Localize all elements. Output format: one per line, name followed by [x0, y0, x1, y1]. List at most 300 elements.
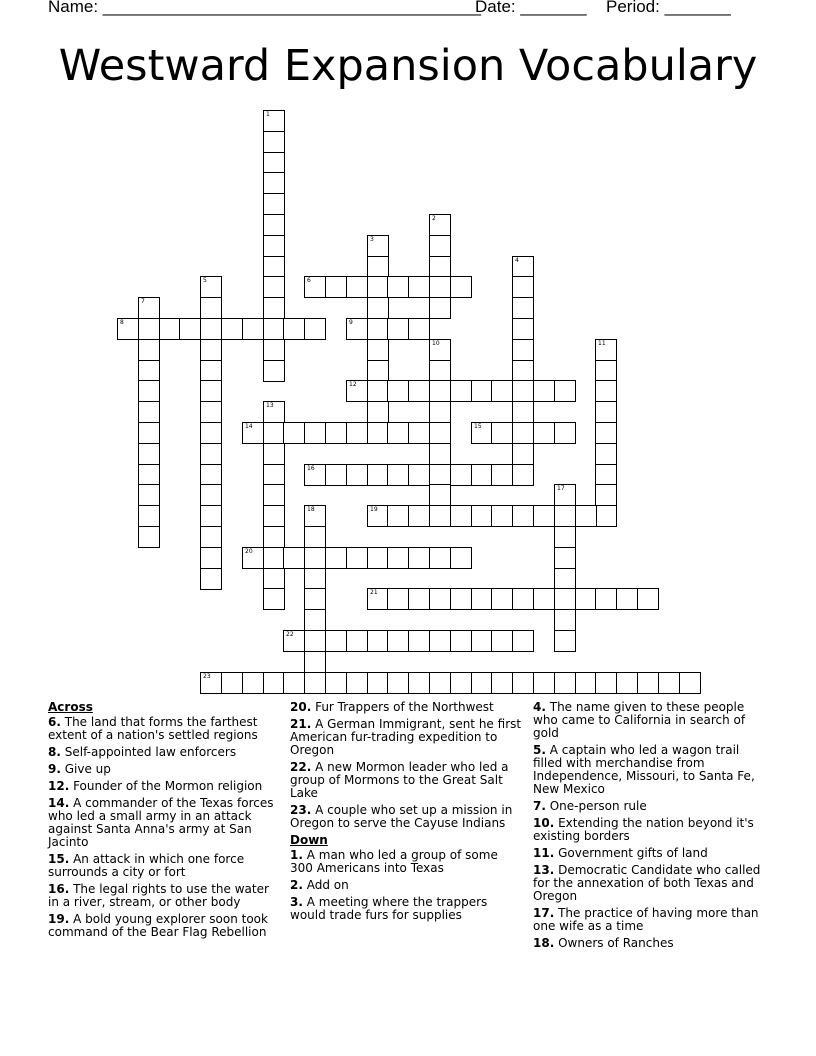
crossword-cell[interactable]	[429, 339, 451, 361]
crossword-cell[interactable]	[387, 588, 409, 610]
crossword-cell[interactable]	[429, 401, 451, 423]
clue-number: 9.	[48, 762, 61, 776]
down-clue	[290, 896, 522, 922]
crossword-cell[interactable]	[263, 235, 285, 257]
across-clue	[48, 746, 280, 759]
crossword-cell[interactable]	[263, 172, 285, 194]
crossword-cell[interactable]	[471, 630, 493, 652]
crossword-cell[interactable]	[471, 380, 493, 402]
clue-number-label: 1	[266, 111, 270, 118]
crossword-cell[interactable]	[512, 630, 534, 652]
crossword-cell[interactable]	[263, 318, 285, 340]
crossword-cell[interactable]	[367, 464, 389, 486]
crossword-cell[interactable]	[138, 505, 160, 527]
crossword-cell[interactable]	[595, 505, 617, 527]
crossword-cell[interactable]	[512, 505, 534, 527]
crossword-cell[interactable]	[304, 276, 326, 298]
clue-number: 3.	[290, 895, 303, 909]
crossword-cell[interactable]	[304, 464, 326, 486]
crossword-cell[interactable]	[533, 422, 555, 444]
clue-number: 11.	[533, 846, 555, 860]
crossword-cell[interactable]	[491, 464, 513, 486]
crossword-cell[interactable]	[512, 464, 534, 486]
crossword-cell[interactable]	[512, 256, 534, 278]
crossword-cell[interactable]	[429, 256, 451, 278]
clue-number: 13.	[533, 863, 555, 877]
crossword-cell[interactable]	[263, 505, 285, 527]
across-clue	[290, 761, 522, 800]
crossword-cell[interactable]	[408, 588, 430, 610]
crossword-cell[interactable]	[263, 339, 285, 361]
crossword-cell[interactable]	[304, 547, 326, 569]
crossword-cell[interactable]	[367, 588, 389, 610]
crossword-cell[interactable]	[367, 256, 389, 278]
down-clue	[533, 800, 765, 813]
across-clue	[48, 763, 280, 776]
crossword-cell[interactable]	[346, 630, 368, 652]
crossword-cell[interactable]	[200, 672, 222, 694]
crossword-cell[interactable]	[429, 276, 451, 298]
clue-number: 5.	[533, 743, 546, 757]
crossword-cell[interactable]	[242, 318, 264, 340]
clue-number-label: 23	[203, 673, 211, 680]
crossword-cell[interactable]	[346, 464, 368, 486]
crossword-cell[interactable]	[283, 630, 305, 652]
crossword-cell[interactable]	[283, 318, 305, 340]
crossword-cell[interactable]	[533, 505, 555, 527]
crossword-cell[interactable]	[138, 443, 160, 465]
crossword-cell[interactable]	[554, 422, 576, 444]
crossword-cell[interactable]	[429, 630, 451, 652]
crossword-cell[interactable]	[200, 526, 222, 548]
crossword-cell[interactable]	[408, 547, 430, 569]
clue-number: 8.	[48, 745, 61, 759]
crossword-cell[interactable]	[263, 443, 285, 465]
crossword-cell[interactable]	[450, 547, 472, 569]
crossword-cell[interactable]	[512, 422, 534, 444]
crossword-cell[interactable]	[304, 422, 326, 444]
clue-number: 12.	[48, 779, 70, 793]
crossword-cell[interactable]	[429, 297, 451, 319]
crossword-cell[interactable]	[387, 630, 409, 652]
clues-column-2	[290, 701, 522, 926]
crossword-cell[interactable]	[304, 651, 326, 673]
crossword-cell[interactable]	[491, 630, 513, 652]
crossword-cell[interactable]	[450, 380, 472, 402]
crossword-cell[interactable]	[575, 588, 597, 610]
crossword-cell[interactable]	[263, 360, 285, 382]
crossword-cell[interactable]	[429, 588, 451, 610]
crossword-cell[interactable]	[346, 318, 368, 340]
clue-number-label: 16	[307, 465, 315, 472]
crossword-cell[interactable]	[200, 547, 222, 569]
crossword-cell[interactable]	[637, 672, 659, 694]
crossword-cell[interactable]	[554, 568, 576, 590]
crossword-cell[interactable]	[263, 464, 285, 486]
across-clue	[48, 883, 280, 909]
crossword-cell[interactable]	[367, 276, 389, 298]
crossword-cell[interactable]	[450, 630, 472, 652]
crossword-cell[interactable]	[533, 588, 555, 610]
crossword-cell[interactable]	[554, 380, 576, 402]
crossword-cell[interactable]	[283, 547, 305, 569]
crossword-cell[interactable]	[200, 401, 222, 423]
clue-text: Founder of the Mormon religion	[69, 779, 263, 793]
crossword-cell[interactable]	[408, 672, 430, 694]
crossword-cell[interactable]	[575, 505, 597, 527]
crossword-cell[interactable]	[595, 401, 617, 423]
crossword-cell[interactable]	[595, 380, 617, 402]
crossword-cell[interactable]	[263, 110, 285, 132]
crossword-cell[interactable]	[512, 318, 534, 340]
crossword-cell[interactable]	[429, 672, 451, 694]
crossword-cell[interactable]	[429, 443, 451, 465]
crossword-cell[interactable]	[595, 672, 617, 694]
clue-number: 14.	[48, 796, 70, 810]
clue-number-label: 17	[557, 485, 565, 492]
crossword-cell[interactable]	[471, 464, 493, 486]
clue-number-label: 15	[474, 423, 482, 430]
crossword-cell[interactable]	[512, 401, 534, 423]
crossword-cell[interactable]	[512, 588, 534, 610]
across-clue	[48, 780, 280, 793]
crossword-cell[interactable]	[325, 547, 347, 569]
crossword-cell[interactable]	[637, 588, 659, 610]
clue-number-label: 10	[432, 340, 440, 347]
crossword-cell[interactable]	[367, 318, 389, 340]
crossword-cell[interactable]	[387, 422, 409, 444]
crossword-cell[interactable]	[450, 588, 472, 610]
crossword-cell[interactable]	[304, 526, 326, 548]
crossword-cell[interactable]	[554, 526, 576, 548]
crossword-cell[interactable]	[408, 630, 430, 652]
crossword-cell[interactable]	[200, 276, 222, 298]
clues-column-1	[48, 701, 280, 943]
crossword-cell[interactable]	[200, 339, 222, 361]
clue-number-label: 6	[307, 277, 311, 284]
crossword-cell[interactable]	[429, 484, 451, 506]
page-title: Westward Expansion Vocabulary	[58, 41, 758, 91]
crossword-cell[interactable]	[367, 672, 389, 694]
crossword-cell[interactable]	[200, 568, 222, 590]
crossword-cell[interactable]	[138, 484, 160, 506]
crossword-cell[interactable]	[138, 339, 160, 361]
period-field[interactable]: Period: _______	[606, 0, 731, 16]
crossword-cell[interactable]	[575, 672, 597, 694]
crossword-cell[interactable]	[138, 422, 160, 444]
clue-text: The practice of having more than one wife as a time	[533, 906, 759, 933]
crossword-cell[interactable]	[533, 672, 555, 694]
crossword-cell[interactable]	[325, 276, 347, 298]
crossword-cell[interactable]	[263, 193, 285, 215]
clue-text: Fur Trappers of the Northwest	[311, 700, 494, 714]
crossword-cell[interactable]	[263, 297, 285, 319]
down-clue	[290, 879, 522, 892]
crossword-cell[interactable]	[429, 235, 451, 257]
crossword-cell[interactable]	[429, 505, 451, 527]
crossword-cell[interactable]	[408, 380, 430, 402]
clue-number: 7.	[533, 799, 546, 813]
crossword-cell[interactable]	[450, 672, 472, 694]
crossword-cell[interactable]	[491, 672, 513, 694]
crossword-cell[interactable]	[450, 276, 472, 298]
down-clue	[533, 701, 765, 740]
crossword-cell[interactable]	[471, 672, 493, 694]
date-field[interactable]: Date: _______	[475, 0, 587, 16]
crossword-cell[interactable]	[263, 401, 285, 423]
crossword-cell[interactable]	[429, 360, 451, 382]
clue-number-label: 7	[141, 298, 145, 305]
crossword-cell[interactable]	[263, 276, 285, 298]
clue-number: 20.	[290, 700, 312, 714]
crossword-cell[interactable]	[367, 547, 389, 569]
crossword-cell[interactable]	[263, 214, 285, 236]
crossword-cell[interactable]	[554, 630, 576, 652]
crossword-cell[interactable]	[242, 422, 264, 444]
crossword-cell[interactable]	[512, 297, 534, 319]
crossword-cell[interactable]	[346, 276, 368, 298]
crossword-cell[interactable]	[200, 464, 222, 486]
crossword-cell[interactable]	[387, 464, 409, 486]
crossword-cell[interactable]	[200, 318, 222, 340]
crossword-cell[interactable]	[117, 318, 139, 340]
clue-text: Government gifts of land	[554, 846, 708, 860]
crossword-cell[interactable]	[346, 422, 368, 444]
crossword-cell[interactable]	[304, 609, 326, 631]
crossword-cell[interactable]	[200, 484, 222, 506]
down-clue	[533, 907, 765, 933]
crossword-cell[interactable]	[263, 672, 285, 694]
clue-number-label: 11	[598, 340, 606, 347]
crossword-cell[interactable]	[200, 443, 222, 465]
clue-number: 16.	[48, 882, 70, 896]
crossword-cell[interactable]	[658, 672, 680, 694]
crossword-cell[interactable]	[554, 547, 576, 569]
crossword-cell[interactable]	[263, 526, 285, 548]
crossword-cell[interactable]	[616, 588, 638, 610]
crossword-cell[interactable]	[263, 256, 285, 278]
clue-number: 21.	[290, 717, 312, 731]
crossword-cell[interactable]	[221, 318, 243, 340]
crossword-cell[interactable]	[554, 609, 576, 631]
crossword-cell[interactable]	[263, 484, 285, 506]
crossword-cell[interactable]	[471, 422, 493, 444]
name-field[interactable]: Name: ________________________________________	[48, 0, 481, 16]
clue-text: Extending the nation beyond it's existing borders	[533, 816, 754, 843]
clue-number-label: 21	[370, 589, 378, 596]
crossword-cell[interactable]	[263, 422, 285, 444]
crossword-cell[interactable]	[221, 672, 243, 694]
crossword-cell[interactable]	[242, 547, 264, 569]
crossword-cell[interactable]	[304, 318, 326, 340]
crossword-cell[interactable]	[679, 672, 701, 694]
crossword-cell[interactable]	[200, 360, 222, 382]
crossword-cell[interactable]	[367, 360, 389, 382]
crossword-cell[interactable]	[512, 339, 534, 361]
crossword-cell[interactable]	[616, 672, 638, 694]
crossword-cell[interactable]	[138, 297, 160, 319]
crossword-cell[interactable]	[325, 422, 347, 444]
crossword-cell[interactable]	[367, 380, 389, 402]
crossword-cell[interactable]	[367, 235, 389, 257]
crossword-cell[interactable]	[346, 380, 368, 402]
crossword-cell[interactable]	[429, 547, 451, 569]
crossword-cell[interactable]	[304, 588, 326, 610]
crossword-cell[interactable]	[263, 568, 285, 590]
crossword-cell[interactable]	[263, 131, 285, 153]
crossword-cell[interactable]	[595, 339, 617, 361]
crossword-cell[interactable]	[367, 630, 389, 652]
crossword-cell[interactable]	[346, 672, 368, 694]
crossword-cell[interactable]	[554, 588, 576, 610]
crossword-cell[interactable]	[595, 484, 617, 506]
crossword-cell[interactable]	[408, 464, 430, 486]
down-clue	[533, 847, 765, 860]
crossword-cell[interactable]	[595, 443, 617, 465]
down-clue	[533, 744, 765, 796]
crossword-cell[interactable]	[595, 422, 617, 444]
clue-text: Owners of Ranches	[554, 936, 674, 950]
crossword-cell[interactable]	[450, 464, 472, 486]
crossword-cell[interactable]	[367, 297, 389, 319]
crossword-cell[interactable]	[283, 672, 305, 694]
clue-text: A new Mormon leader who led a group of Mormons to the Great Salt Lake	[290, 760, 509, 800]
clue-number-label: 9	[349, 319, 353, 326]
crossword-cell[interactable]	[200, 505, 222, 527]
crossword-cell[interactable]	[325, 672, 347, 694]
crossword-cell[interactable]	[408, 505, 430, 527]
crossword-cell[interactable]	[304, 568, 326, 590]
clue-number: 17.	[533, 906, 555, 920]
crossword-cell[interactable]	[263, 152, 285, 174]
clue-number-label: 2	[432, 215, 436, 222]
crossword-cell[interactable]	[367, 422, 389, 444]
clue-number: 15.	[48, 852, 70, 866]
crossword-cell[interactable]	[429, 422, 451, 444]
crossword-cell[interactable]	[595, 464, 617, 486]
crossword-cell[interactable]	[242, 672, 264, 694]
clue-number: 4.	[533, 700, 546, 714]
crossword-cell[interactable]	[554, 672, 576, 694]
crossword-cell[interactable]	[138, 360, 160, 382]
crossword-cell[interactable]	[512, 360, 534, 382]
crossword-cell[interactable]	[200, 422, 222, 444]
clue-number-label: 19	[370, 506, 378, 513]
crossword-cell[interactable]	[304, 630, 326, 652]
crossword-cell[interactable]	[367, 505, 389, 527]
crossword-cell[interactable]	[138, 401, 160, 423]
crossword-cell[interactable]	[491, 380, 513, 402]
crossword-cell[interactable]	[471, 505, 493, 527]
across-clue	[290, 804, 522, 830]
clue-number-label: 4	[515, 257, 519, 264]
crossword-cell[interactable]	[595, 360, 617, 382]
clue-text: A meeting where the trappers would trade furs for supplies	[290, 895, 488, 922]
clue-number-label: 14	[245, 423, 253, 430]
clue-number: 18.	[533, 936, 555, 950]
clue-text: The name given to these people who came to California in search of gold	[533, 700, 746, 740]
clue-text: A man who led a group of some 300 Americans into Texas	[290, 848, 498, 875]
clues-column-3	[533, 701, 765, 954]
crossword-cell[interactable]	[512, 672, 534, 694]
crossword-cell[interactable]	[200, 297, 222, 319]
crossword-cell[interactable]	[387, 276, 409, 298]
clue-text: Give up	[60, 762, 111, 776]
crossword-cell[interactable]	[304, 505, 326, 527]
crossword-cell[interactable]	[138, 464, 160, 486]
crossword-cell[interactable]	[429, 464, 451, 486]
crossword-cell[interactable]	[554, 484, 576, 506]
clue-number: 10.	[533, 816, 555, 830]
clue-text: A captain who led a wagon trail filled with merchandise from Independence, Missouri, to Santa Fe, New Mexico	[533, 743, 755, 796]
crossword-cell[interactable]	[387, 547, 409, 569]
crossword-cell[interactable]	[200, 380, 222, 402]
crossword-cell[interactable]	[491, 588, 513, 610]
crossword-cell[interactable]	[159, 318, 181, 340]
clue-text: A German Immigrant, sent he first American fur-trading expedition to Oregon	[290, 717, 522, 757]
crossword-cell[interactable]	[387, 318, 409, 340]
crossword-cell[interactable]	[325, 464, 347, 486]
crossword-cell[interactable]	[179, 318, 201, 340]
crossword-cell[interactable]	[263, 588, 285, 610]
crossword-cell[interactable]	[367, 401, 389, 423]
clue-number-label: 3	[370, 236, 374, 243]
down-clue	[290, 849, 522, 875]
down-heading: Down	[290, 833, 328, 847]
crossword-cell[interactable]	[595, 588, 617, 610]
crossword-cell[interactable]	[387, 505, 409, 527]
crossword-cell[interactable]	[325, 630, 347, 652]
crossword-cell[interactable]	[367, 339, 389, 361]
crossword-cell[interactable]	[491, 505, 513, 527]
crossword-cell[interactable]	[138, 380, 160, 402]
down-clue	[533, 937, 765, 950]
clue-text: The land that forms the farthest extent of a nation's settled regions	[48, 715, 258, 742]
across-clue	[48, 853, 280, 879]
clue-number: 22.	[290, 760, 312, 774]
crossword-cell[interactable]	[512, 443, 534, 465]
clue-text: Self-appointed law enforcers	[60, 745, 237, 759]
crossword-cell[interactable]	[387, 672, 409, 694]
clue-text: A bold young explorer soon took command of the Bear Flag Rebellion	[48, 912, 268, 939]
crossword-cell[interactable]	[471, 588, 493, 610]
crossword-cell[interactable]	[387, 380, 409, 402]
crossword-cell[interactable]	[283, 422, 305, 444]
crossword-cell[interactable]	[491, 422, 513, 444]
clue-number: 2.	[290, 878, 303, 892]
crossword-cell[interactable]	[512, 380, 534, 402]
across-clue	[48, 716, 280, 742]
crossword-cell[interactable]	[346, 547, 368, 569]
crossword-cell[interactable]	[429, 214, 451, 236]
crossword-cell[interactable]	[304, 672, 326, 694]
crossword-cell[interactable]	[408, 318, 430, 340]
clue-text: One-person rule	[545, 799, 647, 813]
crossword-cell[interactable]	[450, 505, 472, 527]
crossword-cell[interactable]	[138, 526, 160, 548]
crossword-cell[interactable]	[429, 380, 451, 402]
crossword-cell[interactable]	[138, 318, 160, 340]
crossword-cell[interactable]	[408, 276, 430, 298]
clue-number-label: 12	[349, 381, 357, 388]
crossword-cell[interactable]	[512, 276, 534, 298]
across-clue	[48, 797, 280, 849]
crossword-cell[interactable]	[533, 380, 555, 402]
crossword-cell[interactable]	[408, 422, 430, 444]
clue-text: The legal rights to use the water in a river, stream, or other body	[48, 882, 269, 909]
crossword-cell[interactable]	[263, 547, 285, 569]
crossword-cell[interactable]	[554, 505, 576, 527]
